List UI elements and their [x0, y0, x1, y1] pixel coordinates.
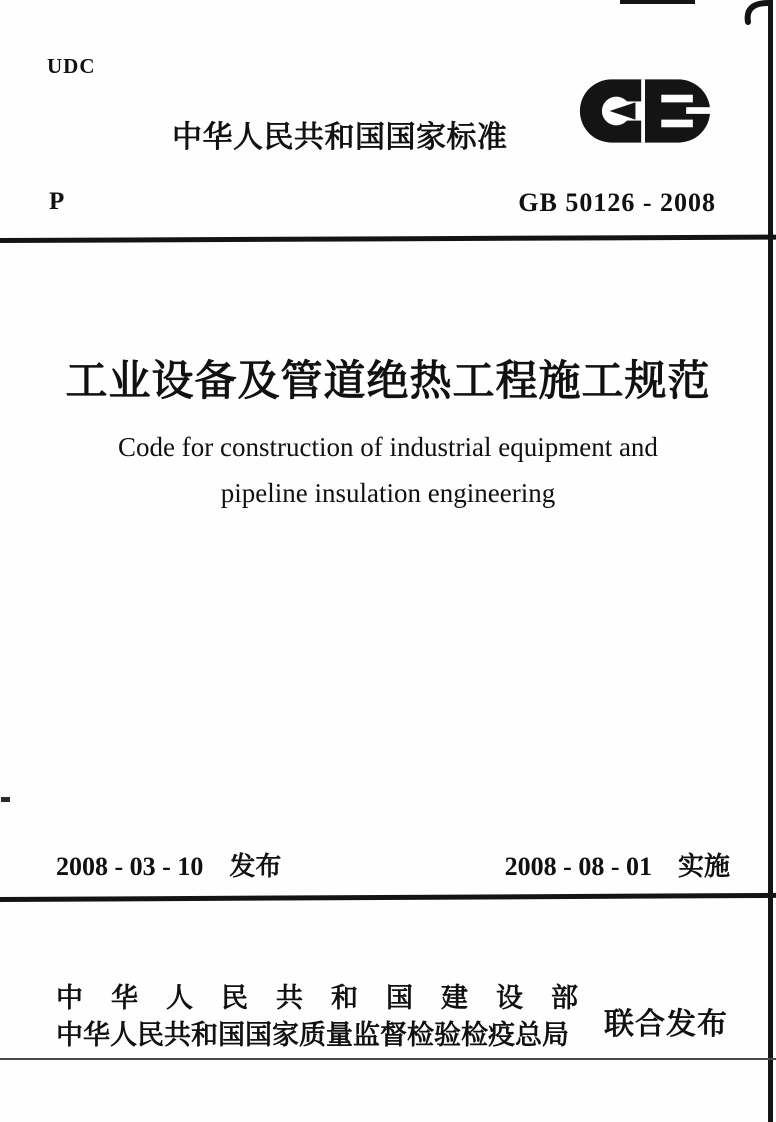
scan-artifact-corner	[744, 0, 774, 26]
issue-date-item	[56, 846, 281, 883]
joint-issue-label: 联合发布	[604, 1008, 728, 1041]
publisher-line-2: 中华人民共和国国家质量监督检验检疫总局	[56, 1020, 569, 1050]
page-edge-line	[768, 0, 773, 1122]
implement-date: 2008 - 08 - 01	[504, 852, 652, 881]
footer-divider-rule	[0, 893, 776, 902]
title-english-line2: pipeline insulation engineering	[220, 478, 556, 508]
scan-artifact-top	[620, 0, 695, 4]
doc-classification-label: P	[49, 188, 65, 215]
udc-label: UDC	[47, 54, 96, 78]
national-standard-heading: 中华人民共和国国家标准	[172, 121, 508, 154]
title-chinese: 工业设备及管道绝热工程施工规范	[65, 359, 711, 405]
implement-date-item	[505, 846, 730, 883]
header-divider-rule	[0, 235, 776, 243]
publishers-block	[56, 980, 578, 1054]
standard-number: GB 50126 - 2008	[518, 188, 716, 217]
date-row	[0, 846, 776, 883]
bottom-rule	[0, 1058, 776, 1060]
title-english-line1: Code for construction of industrial equipment and	[118, 432, 658, 462]
issue-label: 发布	[229, 851, 282, 881]
issue-date: 2008 - 03 - 10	[56, 852, 204, 881]
gb-logo-icon	[578, 70, 712, 152]
scan-artifact-speck	[1, 797, 10, 802]
publisher-line-1: 中华人民共和国建设部	[56, 983, 578, 1013]
title-english	[0, 424, 776, 516]
implement-label: 实施	[677, 851, 730, 881]
